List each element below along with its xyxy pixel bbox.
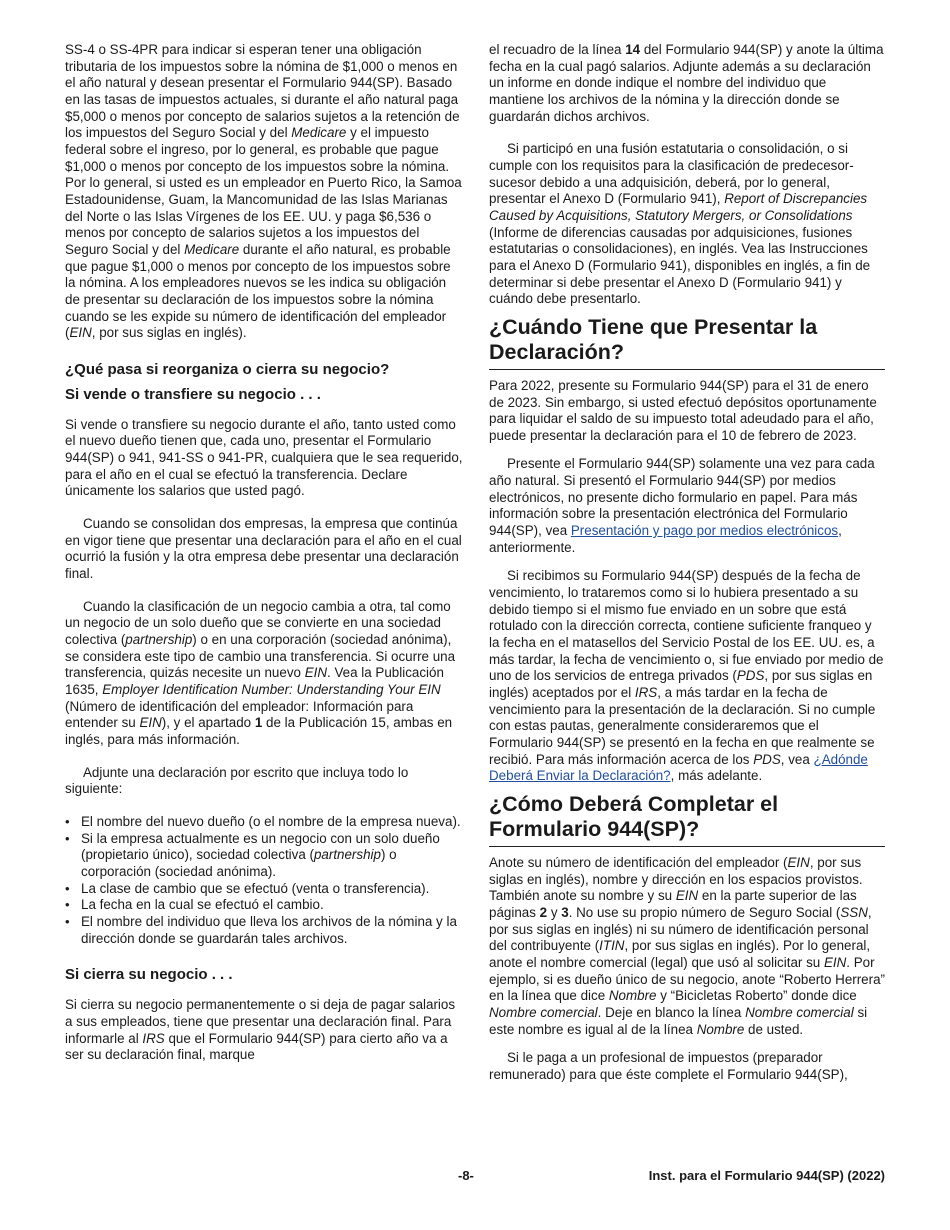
paragraph: el recuadro de la línea 14 del Formulario 944(SP) y anote la última fecha en la cual pagó salarios. Adjunte además a su declaración un informe en donde indique el nombre del individuo que mantiene los archivos de la nómina y la dirección donde se guardarán dichos archivos.	[489, 42, 884, 124]
paragraph: Cuando la clasificación de un negocio cambia a otra, tal como un negocio de un solo dueño que se convierte en una sociedad colectiva (partnership) o en una corporación (sociedad anónima), se considera este tipo de cambio una transferencia. Si ocurre una transferencia, quizás necesite un nuevo EIN. Vea la Publicación 1635, Employer Identification Number: Understanding Your EIN (Número de identificación del empleador: Información para entender su EIN), y el apartado 1 de la Publicación 15, ambas en inglés, para más información.	[65, 598, 456, 747]
paragraph: Si recibimos su Formulario 944(SP) después de la fecha de vencimiento, lo trataremos como si lo hubiera presentado a su debido tiempo si el mismo fue enviado en un sobre que está rotulado con la dirección correcta, contiene suficiente franqueo y la fecha en el matasellos del Servicio Postal de los EE. UU. es, a más tardar, la fecha de vencimiento o, si fue enviado por medio de uno de los servicios de entrega privados (PDS, por sus siglas en inglés) aceptados por el IRS, a más tardar en la fecha de vencimiento para la presentación de la declaración. Si no cumple con estas pautas, generalmente consideraremos que el Formulario 944(SP) se presentó en la fecha en que realmente se recibió. Para más información acerca de los PDS, vea ¿Adónde Deberá Enviar la Declaración?, más adelante.	[489, 568, 884, 784]
right-column	[489, 42, 885, 1083]
list-item: • La clase de cambio que se efectuó (venta o transferencia).	[65, 880, 430, 896]
paragraph: Si cierra su negocio permanentemente o si deja de pagar salarios a sus empleados, tiene que presentar una declaración final. Para informarle al IRS que el Formulario 944(SP) para cierto año va a ser su declaración final, marque	[65, 997, 456, 1063]
list-item: • La fecha en la cual se efectuó el cambio.	[65, 897, 324, 913]
subheading-sell-transfer: Si vende o transfiere su negocio . . .	[65, 385, 321, 403]
paragraph: Si le paga a un profesional de impuestos (preparador remunerado) para que éste complete el Formulario 944(SP),	[489, 1050, 848, 1082]
section-heading-how-to-complete: ¿Cómo Deberá Completar el Formulario 944(SP)?	[489, 792, 885, 847]
section-heading-when-to-file: ¿Cuándo Tiene que Presentar la Declaración?	[489, 315, 885, 370]
left-column	[65, 42, 463, 1064]
subheading-close-business: Si cierra su negocio . . .	[65, 966, 233, 984]
paragraph: Si vende o transfiere su negocio durante el año, tanto usted como el nuevo dueño tienen que, cada uno, presentar el Formulario 944(SP) o 941, 941-SS o 941-PR, cualquiera que le sea requerido, para el año en el cual se efectuó la transferencia. Declare únicamente los salarios que usted pagó.	[65, 416, 463, 499]
paragraph: Para 2022, presente su Formulario 944(SP) para el 31 de enero de 2023. Sin embargo, si usted efectuó depósitos oportunamente para liquidar el saldo de su impuesto total adeudado para el año, puede presentar la declaración para el 10 de febrero de 2023.	[489, 377, 877, 443]
paragraph: Presente el Formulario 944(SP) solamente una vez para cada año natural. Si presentó el Formulario 944(SP) por medios electrónicos, no presente dicho formulario en papel. Para más información sobre la presentación electrónica del Formulario 944(SP), vea Presentación y pago por medios electrónicos, anteriormente.	[489, 456, 875, 555]
list-item: • El nombre del individuo que lleva los archivos de la nómina y la dirección donde se guardarán tales archivos.	[65, 913, 457, 946]
link-electronic-filing[interactable]: Presentación y pago por medios electrónicos	[570, 523, 839, 539]
bullet-list	[65, 814, 463, 947]
link-where-to-send[interactable]: ¿Adónde Deberá Enviar la Declaración?	[489, 751, 868, 784]
list-item: • El nombre del nuevo dueño (o el nombre de la empresa nueva).	[65, 813, 461, 829]
paragraph: Si participó en una fusión estatutaria o consolidación, o si cumple con los requisitos para la clasificación de predecesor-sucesor debido a una adquisición, deberá, por lo general, presentar el Anexo D (Formulario 941), Report of Discrepancies Caused by Acquisitions, Statutory Mergers, or Consolidations (Informe de diferencias causadas por adquisiciones, fusiones estatutarias o consolidaciones), en inglés. Vea las Instrucciones para el Anexo D (Formulario 941), disponibles en inglés, a fin de determinar si debe presentar el Anexo D (Formulario 941) y cuándo debe presentarlo.	[489, 141, 871, 307]
page-number: -8-	[458, 1168, 474, 1183]
list-item: • Si la empresa actualmente es un negocio con un solo dueño (propietario único), sociedad colectiva (partnership) o corporación (sociedad anónima).	[65, 830, 440, 879]
paragraph: Anote su número de identificación del empleador (EIN, por sus siglas en inglés), nombre y dirección en los espacios provistos. También anote su nombre y su EIN en la parte superior de las páginas 2 y 3. No use su propio número de Seguro Social (SSN, por sus siglas en inglés) ni su número de identificación personal del contribuyente (ITIN, por sus siglas en inglés). Por lo general, anote el nombre comercial (legal) que usó al solicitar su EIN. Por ejemplo, si es dueño único de su negocio, anote “Roberto Herrera” en la línea que dice Nombre y “Bicicletas Roberto” donde dice Nombre comercial. Deje en blanco la línea Nombre comercial si este nombre es igual al de la línea Nombre de usted.	[489, 854, 885, 1037]
section-heading-reorganize: ¿Qué pasa si reorganiza o cierra su negocio?	[65, 360, 390, 378]
footer-title: Inst. para el Formulario 944(SP) (2022)	[648, 1168, 885, 1183]
paragraph: SS-4 o SS-4PR para indicar si esperan tener una obligación tributaria de los impuestos sobre la nómina de $1,000 o menos en el año natural y desean presentar el Formulario 944(SP). Basado en las tasas de impuestos actuales, si durante el año natural paga $5,000 o menos por concepto de salarios sujetos a la retención de los impuestos del Seguro Social y del Medicare y el impuesto federal sobre el ingreso, por lo general, es probable que pague $1,000 o menos por concepto de los impuestos sobre la nómina. Por lo general, si usted es un empleador en Puerto Rico, la Samoa Estadounidense, Guam, la Mancomunidad de las Islas Marianas del Norte o las Islas Vírgenes de los EE. UU. y paga $6,536 o menos por concepto de salarios sujetos a los impuestos del Seguro Social y del Medicare durante el año natural, es probable que pague $1,000 o menos por concepto de los impuestos sobre la nómina. A los empleadores nuevos se les indica su obligación de presentar su declaración de los impuestos sobre la nómina cuando se les expide su número de identificación del empleador (EIN, por sus siglas en inglés).	[65, 42, 462, 341]
paragraph: Cuando se consolidan dos empresas, la empresa que continúa en vigor tiene que presentar una declaración para el año en el cual ocurrió la fusión y la otra empresa debe presentar una declaración final.	[65, 516, 462, 582]
paragraph: Adjunte una declaración por escrito que incluya todo lo siguiente:	[65, 764, 409, 797]
